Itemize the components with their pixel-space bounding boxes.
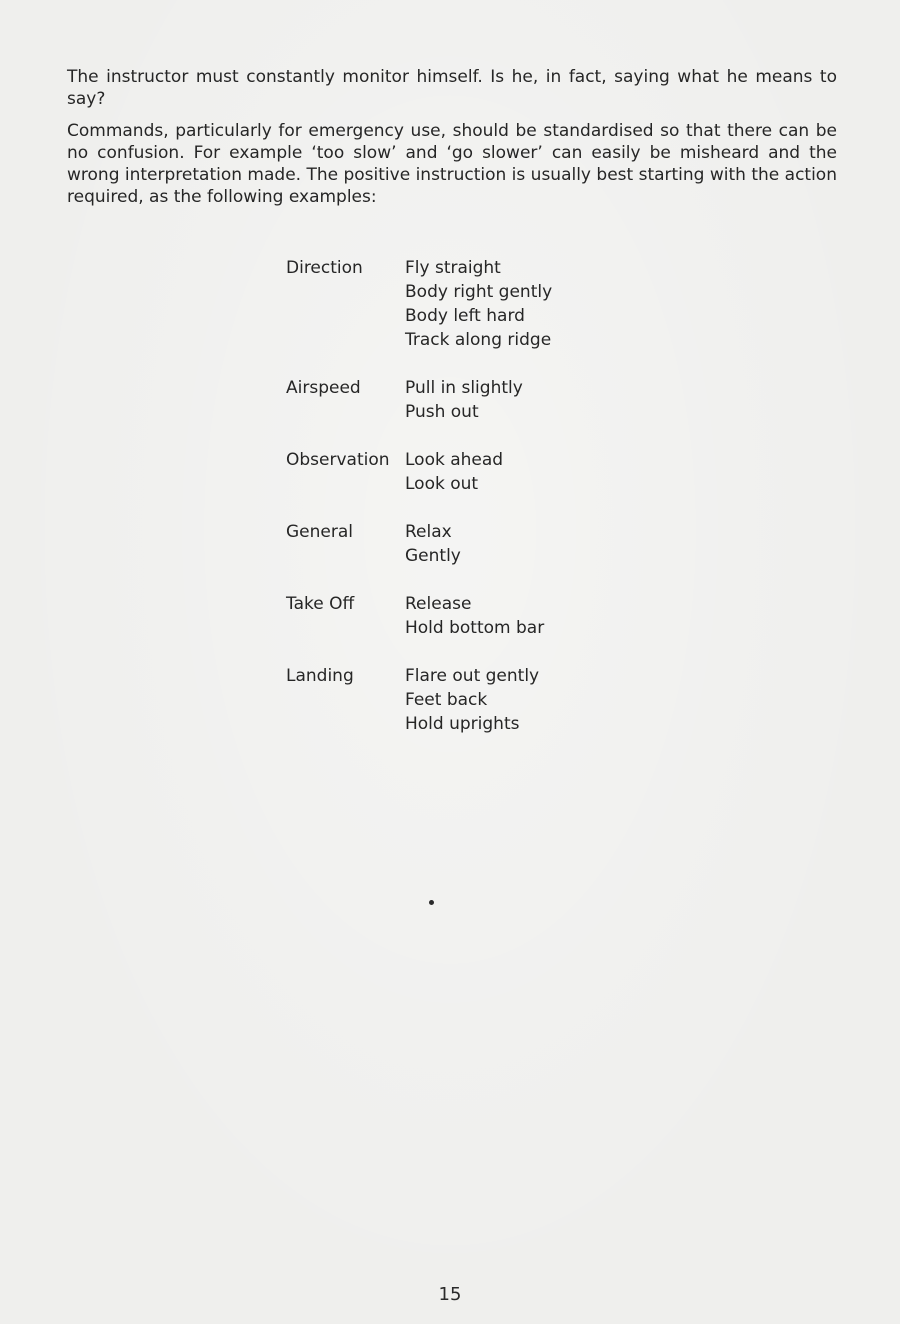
example-command: Body left hard: [405, 306, 525, 326]
example-group-direction: [286, 256, 706, 352]
example-group-airspeed: [286, 376, 706, 424]
page-number: 15: [438, 1284, 462, 1305]
example-command: Hold uprights: [405, 714, 520, 734]
example-command: Gently: [405, 546, 461, 566]
example-category: Observation: [286, 450, 390, 470]
ink-dot: [429, 900, 434, 905]
example-command: Track along ridge: [405, 330, 552, 350]
example-command: Look out: [405, 474, 479, 494]
example-group-take-off: [286, 592, 706, 640]
example-command: Push out: [405, 402, 479, 422]
example-command: Release: [405, 594, 472, 614]
paragraph-monitor: The instructor must constantly monitor himself. Is he, in fact, saying what he means to say?: [67, 67, 837, 109]
example-category: Direction: [286, 258, 363, 278]
example-command: Body right gently: [405, 282, 553, 302]
example-group-landing: [286, 664, 706, 736]
example-command: Pull in slightly: [405, 378, 523, 398]
example-group-observation: [286, 448, 706, 496]
example-command: Relax: [405, 522, 452, 542]
example-command: Look ahead: [405, 450, 504, 470]
example-group-general: [286, 520, 706, 568]
example-command: Hold bottom bar: [405, 618, 545, 638]
example-category: Airspeed: [286, 378, 361, 398]
example-command: Feet back: [405, 690, 488, 710]
command-examples: [286, 256, 706, 736]
example-category: Take Off: [286, 594, 355, 614]
paragraph-commands: Commands, particularly for emergency use, should be standardised so that there can be no confusion. For example ‘too slow’ and ‘go slower’ can easily be misheard and the wrong interpretation made. The positive instruction is usually best starting with the action required, as the following examples:: [67, 121, 837, 207]
example-category: General: [286, 522, 353, 542]
example-category: Landing: [286, 666, 354, 686]
example-command: Fly straight: [405, 258, 501, 278]
example-command: Flare out gently: [405, 666, 540, 686]
